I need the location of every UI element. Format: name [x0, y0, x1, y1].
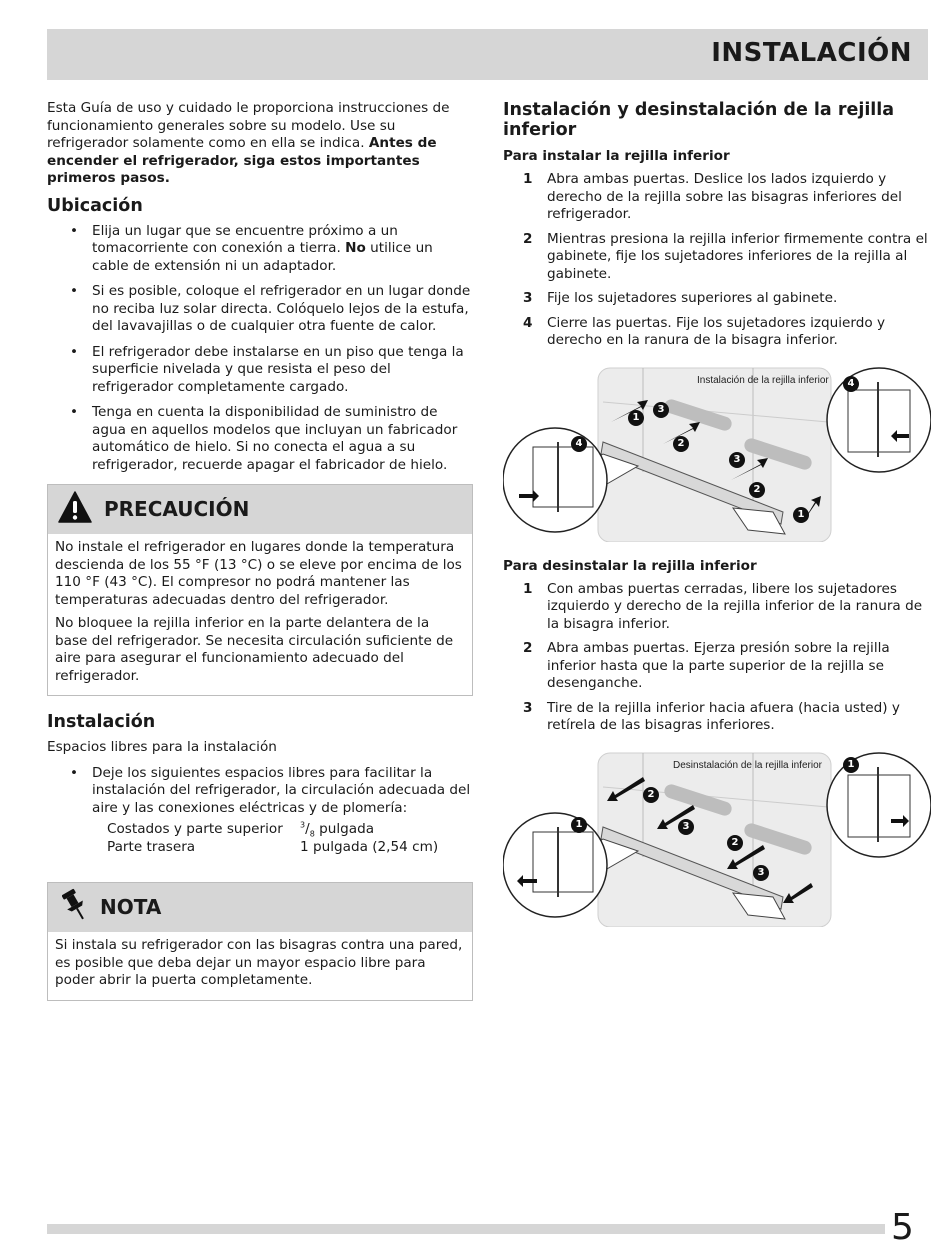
pushpin-icon [62, 888, 88, 928]
diagram-step-marker: 4 [843, 376, 859, 392]
intro-bold-text: Antes de encender el refrigerador, siga estos importantes primeros pasos. [47, 135, 437, 186]
caution-header [48, 485, 472, 534]
list-item [503, 700, 931, 735]
step-text: Con ambas puertas cerradas, libere los sujetadores izquierdo y derecho de la rejilla inferior de la ranura de la bisagra inferior. [547, 580, 923, 632]
uninstall-illustration [503, 747, 931, 927]
instalacion-heading: Instalación [47, 712, 156, 732]
clearance-unit: pulgada [314, 821, 375, 837]
intro-paragraph [47, 100, 473, 188]
clearance-label: Costados y parte superior [107, 821, 283, 837]
caution-box [47, 484, 473, 696]
list-item [503, 315, 931, 350]
header-bar [47, 29, 928, 80]
note-header [48, 883, 472, 932]
caution-body [48, 534, 472, 695]
list-item [503, 640, 931, 693]
caution-paragraph: No instale el refrigerador en lugares donde la temperatura descienda de los 55 °F (13 °C) o se eleve por encima de los 110 °F (43 °C). El compresor no podrá mantener las temperaturas adecuadas dentro del refrigerador. [55, 539, 462, 608]
diagram-step-marker: 3 [678, 819, 694, 835]
step-number: 3 [523, 290, 533, 306]
clearance-table [107, 821, 473, 856]
diagram-step-marker: 2 [673, 436, 689, 452]
page-title: INSTALACIÓN [711, 38, 912, 68]
clearance-label: Parte trasera [107, 838, 196, 855]
list-item [503, 290, 931, 308]
left-column [47, 100, 473, 1017]
page-number: 5 [891, 1207, 914, 1248]
install-illustration [503, 362, 931, 542]
step-text: Mientras presiona la rejilla inferior firmemente contra el gabinete, fije los sujetadores inferiores de la rejilla al gabinete. [547, 230, 928, 282]
diagram-step-marker: 4 [571, 436, 587, 452]
uninstall-diagram-caption: Desinstalación de la rejilla inferior [673, 759, 822, 771]
diagram-step-marker: 2 [749, 482, 765, 498]
diagram-step-marker: 2 [727, 835, 743, 851]
install-subheading: Para instalar la rejilla inferior [503, 148, 730, 164]
step-number: 1 [523, 580, 533, 597]
intro-text: Esta Guía de uso y cuidado le proporciona instrucciones de funcionamiento generales sobre su modelo. Use su refrigerador solamente como en ella se indica. [47, 100, 450, 151]
table-row [107, 839, 473, 857]
install-diagram [503, 362, 931, 542]
caution-title: PRECAUCIÓN [104, 496, 250, 521]
diagram-step-marker: 1 [628, 410, 644, 426]
diagram-step-marker: 3 [653, 402, 669, 418]
install-steps [503, 171, 931, 350]
step-text: Abra ambas puertas. Ejerza presión sobre la rejilla inferior hasta que la parte superior de la rejilla se desenganche. [547, 640, 890, 691]
right-column [503, 100, 931, 943]
step-number: 1 [523, 171, 533, 187]
step-text: Tire de la rejilla inferior hacia afuera (hacia usted) y retírela de las bisagras inferiores. [547, 699, 900, 733]
list-item: • Tenga en cuenta la disponibilidad de suministro de agua en aquellos modelos que incluyan un fabricador automático de hielo. Si no conecta el agua a su refrigerador, recuerde apagar el fabricador de hielo. [92, 404, 473, 474]
instalacion-list [47, 765, 473, 818]
note-paragraph: Si instala su refrigerador con las bisagras contra una pared, es posible que deba dejar un mayor espacio libre para poder abrir la puerta completamente. [55, 937, 463, 989]
uninstall-steps [503, 581, 931, 735]
note-box [47, 882, 473, 1001]
list-item: • El refrigerador debe instalarse en un piso que tenga la superficie nivelada y que resista el peso del refrigerador completamente cargado. [92, 344, 473, 397]
step-number: 2 [523, 230, 533, 247]
ubicacion-heading: Ubicación [47, 195, 143, 216]
list-item: • Si es posible, coloque el refrigerador en un lugar donde no reciba luz solar directa. Colóquelo lejos de la estufa, del lavavajillas o de cualquier otra fuente de calor. [92, 283, 473, 336]
note-title: NOTA [100, 894, 162, 919]
footer-bar [47, 1224, 885, 1234]
instalacion-subheading: Espacios libres para la instalación [47, 739, 277, 755]
ubicacion-list [47, 223, 473, 475]
bullet-bold: No [345, 240, 366, 256]
diagram-step-marker: 1 [793, 507, 809, 523]
step-text: Abra ambas puertas. Deslice los lados izquierdo y derecho de la rejilla sobre las bisagras inferiores del refrigerador. [547, 171, 902, 222]
clearance-value: $^3/_8$ pulgada [300, 820, 375, 839]
list-item [92, 223, 473, 276]
diagram-step-marker: 3 [753, 865, 769, 881]
bullet-text: utilice un cable de extensión ni un adaptador. [92, 240, 433, 274]
table-row [107, 821, 473, 839]
note-body [48, 932, 472, 1000]
fraction-numerator: 3 [300, 820, 306, 830]
grille-heading: Instalación y desinstalación de la rejilla inferior [503, 100, 895, 140]
uninstall-diagram [503, 747, 931, 927]
step-number: 3 [523, 699, 533, 716]
uninstall-subheading: Para desinstalar la rejilla inferior [503, 557, 757, 574]
diagram-step-marker: 1 [843, 757, 859, 773]
list-item [503, 231, 931, 284]
step-text: Cierre las puertas. Fije los sujetadores izquierdo y derecho en la ranura de la bisagra inferior. [547, 314, 886, 348]
diagram-step-marker: 1 [571, 817, 587, 833]
step-number: 2 [523, 640, 533, 656]
step-number: 4 [523, 314, 533, 331]
bullet-text: Elija un lugar que se encuentre próximo a un tomacorriente con conexión a tierra. [92, 222, 398, 256]
list-item [503, 171, 931, 224]
install-diagram-caption: Instalación de la rejilla inferior [697, 374, 829, 386]
caution-paragraph: No bloquee la rejilla inferior en la parte delantera de la base del refrigerador. Se necesita circulación suficiente de aire para asegurar el funcionamiento adecuado del refrigerador. [55, 615, 454, 684]
diagram-step-marker: 3 [729, 452, 745, 468]
diagram-step-marker: 2 [643, 787, 659, 803]
list-item [503, 581, 931, 634]
clearance-value: 1 pulgada (2,54 cm) [300, 838, 439, 855]
warning-triangle-icon [58, 491, 92, 529]
fraction-denominator: 8 [309, 829, 315, 839]
step-text: Fije los sujetadores superiores al gabinete. [547, 290, 838, 306]
list-item: • Deje los siguientes espacios libres para facilitar la instalación del refrigerador, la circulación adecuada del aire y las conexiones eléctricas y de plomería: [92, 765, 473, 818]
